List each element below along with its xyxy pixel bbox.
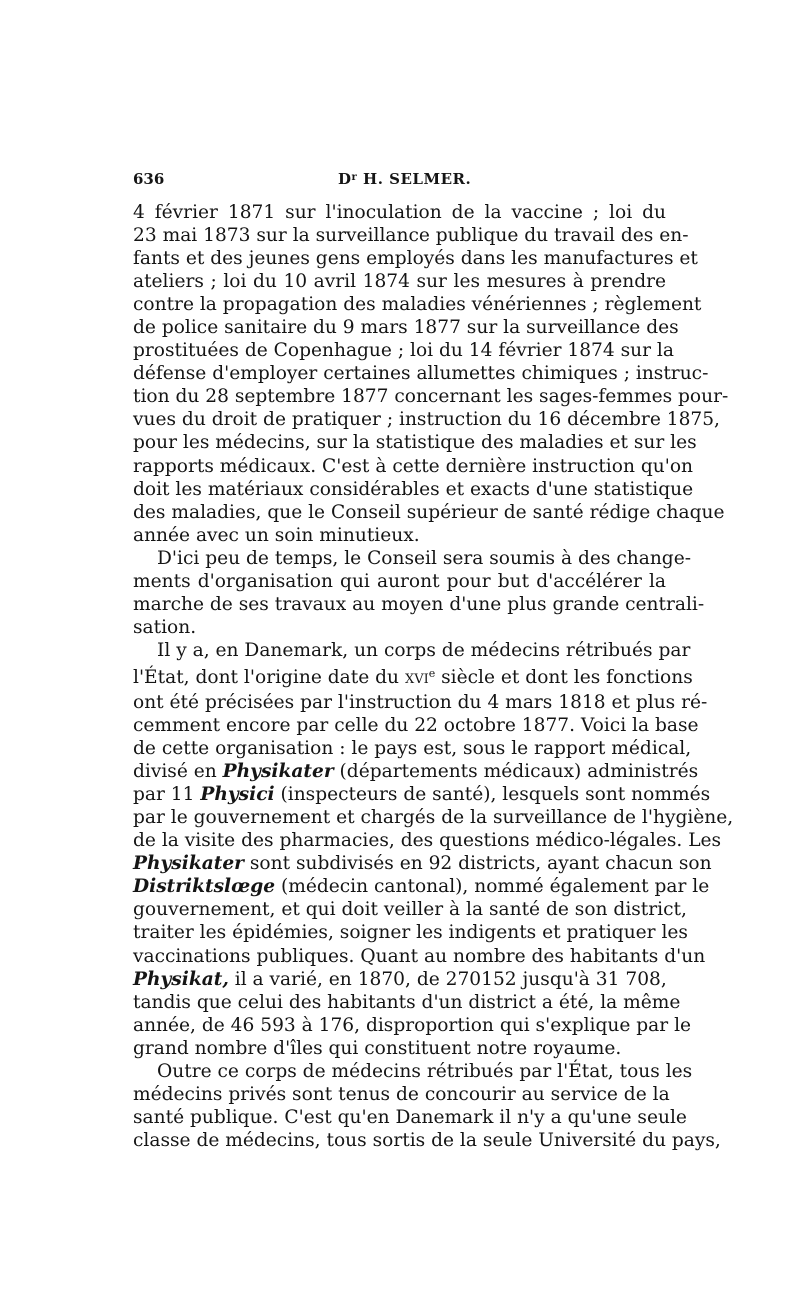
text-run: Il y a, en Danemark, un corps de médecins rétribués par <box>157 639 691 661</box>
text-run: Outre ce corps de médecins rétribués par l'État, tous les <box>157 1060 693 1082</box>
text-run: santé publique. C'est qu'en Danemark il n'y a qu'une seule <box>133 1106 687 1128</box>
author-prefix-sup: r <box>351 172 358 183</box>
text-run: vues du droit de pratiquer ; instruction du 16 décembre 1875, <box>133 409 720 431</box>
text-run: de police sanitaire du 9 mars 1877 sur la surveillance des <box>133 317 679 339</box>
text-line <box>133 737 692 760</box>
text-run: ments d'organisation qui auront pour but d'accélérer la <box>133 570 666 592</box>
text-line <box>133 806 734 829</box>
text-run: l'État, dont l'origine date du <box>133 666 405 688</box>
text-run: tion du 28 septembre 1877 concernant les sages-femmes pour- <box>133 386 729 408</box>
text-run: prostituées de Copenhague ; loi du 14 février 1874 sur la <box>133 340 674 362</box>
italic-term: Physikater <box>133 853 244 875</box>
italic-term: Physikat, <box>133 968 229 990</box>
text-line <box>133 760 699 783</box>
text-run: année avec un soin minutieux. <box>133 524 420 546</box>
text-run: doit les matériaux considérables et exacts d'une statistique <box>133 478 694 500</box>
text-line <box>133 898 687 921</box>
running-head-author <box>338 170 471 188</box>
text-line <box>133 224 689 247</box>
text-run: ont été précisées par l'instruction du 4 mars 1818 et plus ré- <box>133 691 708 713</box>
text-run: par le gouvernement et chargés de la surveillance de l'hygiène, <box>133 807 734 829</box>
text-line <box>133 408 720 431</box>
text-run: siècle et dont les fonctions <box>435 666 693 688</box>
text-run: grand nombre d'îles qui constituent notre royaume. <box>133 1037 622 1059</box>
text-run: défense d'employer certaines allumettes chimiques ; instruc- <box>133 363 709 385</box>
text-run: cemment encore par celle du 22 octobre 1877. Voici la base <box>133 715 699 737</box>
text-run: XVI <box>404 671 429 687</box>
text-run: fants et des jeunes gens employés dans les manufactures et <box>133 248 698 270</box>
text-run: (médecin cantonal), nommé également par le <box>275 876 710 898</box>
text-line <box>133 547 691 570</box>
italic-term: Physikater <box>222 761 334 783</box>
text-line <box>133 524 666 547</box>
text-run: ateliers ; loi du 10 avril 1874 sur les mesures à prendre <box>133 271 666 293</box>
text-line <box>133 616 666 639</box>
text-run: classe de médecins, tous sortis de la seule Université du pays, <box>133 1129 721 1151</box>
text-run: de la visite des pharmacies, des questions médico-légales. Les <box>133 830 722 852</box>
text-line <box>133 921 688 944</box>
text-run: médecins privés sont tenus de concourir au service de la <box>133 1083 670 1105</box>
page-header <box>133 170 666 194</box>
text-line <box>133 431 697 454</box>
text-line <box>133 455 693 478</box>
text-run: 23 mai 1873 sur la surveillance publique du travail des en- <box>133 225 689 247</box>
text-line <box>133 1083 670 1106</box>
text-run: marche de ses travaux au moyen d'une plus grande centrali- <box>133 593 705 615</box>
text-run: (départements médicaux) administrés <box>333 761 699 783</box>
text-run: il a varié, en 1870, de 270152 jusqu'à 31 708, <box>228 968 667 990</box>
text-run: e <box>428 666 436 680</box>
italic-term: Physici <box>200 784 275 806</box>
text-run: par 11 <box>133 784 201 806</box>
text-line <box>133 247 698 270</box>
page-number: 636 <box>133 170 165 188</box>
italic-term: Distriktslœge <box>133 876 276 898</box>
text-line <box>133 316 679 339</box>
text-run: tandis que celui des habitants d'un district a été, la même <box>133 991 681 1013</box>
text-run: contre la propagation des maladies vénériennes ; règlement <box>133 294 702 316</box>
text-run: 4 février 1871 sur l'inoculation de la vaccine ; loi du <box>133 202 666 223</box>
text-run: divisé en <box>133 761 223 783</box>
text-run: sation. <box>133 616 197 638</box>
text-line <box>133 945 706 968</box>
body-text <box>133 201 734 1152</box>
text-line <box>133 968 666 991</box>
text-run: D'ici peu de temps, le Conseil sera soumis à des change- <box>157 547 691 569</box>
text-line <box>133 339 674 362</box>
text-line <box>133 270 666 293</box>
text-run: pour les médecins, sur la statistique des maladies et sur les <box>133 432 697 454</box>
text-run: rapports médicaux. C'est à cette dernière instruction qu'on <box>133 455 693 477</box>
text-line <box>133 829 722 852</box>
text-line <box>133 385 729 408</box>
text-line <box>133 478 694 501</box>
text-line <box>133 875 710 898</box>
text-line <box>133 201 666 224</box>
text-line <box>133 691 708 714</box>
text-run: de cette organisation : le pays est, sous le rapport médical, <box>133 738 692 760</box>
text-line <box>133 293 702 316</box>
text-run: (inspecteurs de santé), lesquels sont nommés <box>274 784 711 806</box>
text-line <box>133 1129 721 1152</box>
text-run: gouvernement, et qui doit veiller à la santé de son district, <box>133 899 687 921</box>
author-prefix: D <box>338 170 352 188</box>
text-line <box>133 1060 693 1083</box>
text-line <box>133 714 699 737</box>
text-line <box>133 1014 692 1037</box>
text-run: année, de 46 593 à 176, disproportion qui s'explique par le <box>133 1014 692 1036</box>
text-run: traiter les épidémies, soigner les indigents et pratiquer les <box>133 922 688 944</box>
text-line <box>133 1037 666 1060</box>
author-name: H. SELMER. <box>363 170 472 188</box>
text-run: sont subdivisés en 92 districts, ayant chacun son <box>243 853 712 875</box>
text-run: vaccinations publiques. Quant au nombre des habitants d'un <box>133 945 706 967</box>
text-line <box>133 639 691 662</box>
text-line <box>133 852 712 875</box>
text-line <box>133 501 725 524</box>
text-line <box>133 662 693 691</box>
text-line <box>133 593 705 616</box>
text-line <box>133 783 711 806</box>
text-line <box>133 991 681 1014</box>
text-line <box>133 362 709 385</box>
text-run: des maladies, que le Conseil supérieur de santé rédige chaque <box>133 501 725 523</box>
text-line <box>133 570 666 593</box>
text-line <box>133 1106 687 1129</box>
